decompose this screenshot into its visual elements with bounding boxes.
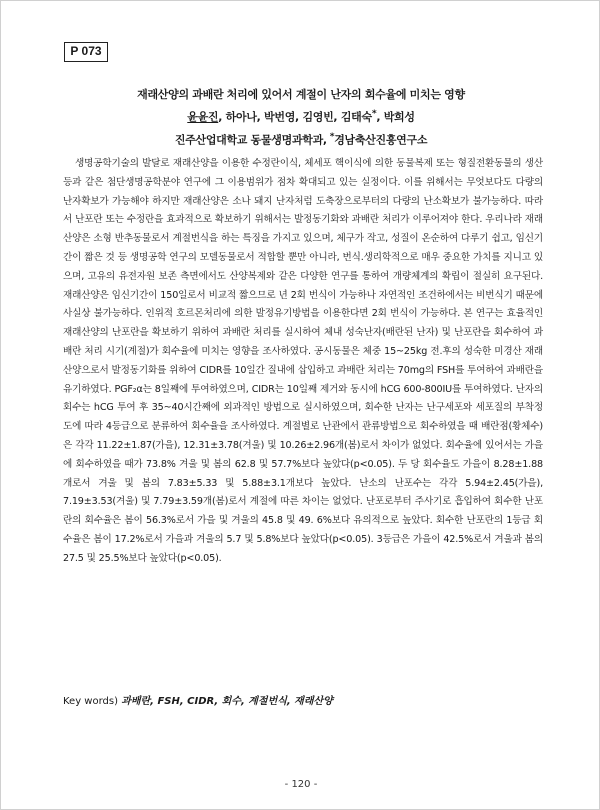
affiliation-second: 경남축산진흥연구소 bbox=[334, 133, 428, 147]
abstract-paragraph: 생명공학기술의 발달로 재래산양을 이용한 수정란이식, 체세포 핵이식에 의한 동물복제 또는 형질전환동물의 생산 등과 같은 첨단생명공학분야 연구에 그 이용범위가 점차 확대되고 있는 실정이다. 이를 위해서는 무엇보다도 다량의 난자확보가 가능해야 하지만 재래산양은 소나 돼지 난자처럼 도축장으로부터의 다량의 난소확보가 불가능하다. 따라서 난포란 또는 수정란을 효과적으로 확보하기 위해서는 발정동기화와 과배란 처리가 이루어져야 한다. 우리나라 재래산양은 소형 반추동물로서 계절번식을 하는 특징을 가지고 있으며, 체구가 작고, 성질이 온순하여 다루기 쉽고, 임신기간이 짧은 것 등 생명공학 연구의 모델동물로서 적합할 뿐만 아니라, 번식.생리학적으로 매우 중요한 가치를 지니고 있으며, 고유의 유전자원 보존 측면에서도 산양복제와 같은 다양한 연구를 통하여 개량체계의 확립이 절실히 요구된다. 재래산양은 임신기간이 150일로서 비교적 짧으므로 년 2회 번식이 가능하나 자연적인 조건하에서는 비번식기 때문에 사실상 불가능하다. 인위적 호르몬처리에 의한 발정유기방법을 이용한다면 2회 번식이 가능하다. 본 연구는 효율적인 재래산양의 난포란을 확보하기 위하여 과배란 처리를 실시하여 체내 성숙난자(배란된 난자) 및 난포란을 회수하여 과배란 처리 시기(계절)가 회수율에 미치는 영향을 조사하였다. 공시동물은 체중 15~25kg 전.후의 성숙한 미경산 재래산양으로서 발정동기화를 위하여 CIDR를 10일간 질내에 삽입하고 과배란 처리는 70mg의 FSH를 투여하여 과배란을 유기하였다. PGF₂α는 8일째에 투여하였으며, CIDR는 10일째 제거와 동시에 hCG 600-800IU를 투여하였다. 난자의 회수는 hCG 투여 후 35~40시간째에 외과적인 방법으로 실시하였으며, 회수한 난자는 난구세포와 세포질의 부착정도에 따라 4등급으로 분류하여 회수율을 조사하였다. 계절별로 난관에서 관류방법으로 회수하였을 때 배란점(황체수)은 각각 11.22±1.87(가을), 12.31±3.78(겨울) 및 10.26±2.96개(봄)로서 차이가 없었다. 회수율에 있어서는 가을에 회수하였을 때가 73.8% 겨울 및 봄의 62.8 및 57.7%보다 높았다(p<0.05). 두 당 회수율도 가을이 8.28±1.88개로서 겨울 및 봄의 7.83±5.33 및 5.88±3.1개보다 높았다. 난소의 난포수는 각각 5.94±2.45(가을), 7.19±3.53(겨울) 및 7.79±3.59개(봄)로서 계절에 따른 차이는 없었다. 난포로부터 주사기로 흡입하여 회수한 난포란의 회수율은 봄이 56.3%로서 가을 및 겨울의 45.8 및 49. 6%보다 유의적으로 높았다. 회수한 난포란의 1등급 회수율은 봄이 17.2%로서 가을과 겨울의 5.7 및 5.8%보다 높았다(p<0.05). 3등급은 가을이 42.5%로서 겨울과 봄의 27.5 및 25.5%보다 높았다(p<0.05). bbox=[63, 158, 543, 564]
author-star: * bbox=[371, 108, 377, 119]
author-line bbox=[1, 104, 600, 127]
affiliation-line bbox=[1, 127, 600, 150]
keywords-terms: 과배란, FSH, CIDR, 회수, 계절번식, 재래산양 bbox=[121, 696, 333, 707]
title-block bbox=[1, 85, 600, 149]
keywords-line bbox=[63, 694, 543, 710]
affiliation-main: 진주산업대학교 동물생명과학과, bbox=[174, 133, 327, 147]
page-number: - 120 - bbox=[284, 779, 318, 790]
last-author: , 박희성 bbox=[376, 110, 415, 124]
keywords-label: Key words) bbox=[63, 696, 118, 707]
abstract-body bbox=[63, 155, 543, 569]
affiliation-star: * bbox=[326, 130, 335, 142]
abstract-code-label: P 073 bbox=[64, 42, 108, 62]
paper-title: 재래산양의 과배란 처리에 있어서 계절이 난자의 회수율에 미치는 영향 bbox=[137, 88, 465, 101]
first-author: 윤윤진 bbox=[187, 110, 219, 124]
co-authors: , 하아나, 박번영, 김영빈, 김태숙 bbox=[218, 110, 372, 124]
